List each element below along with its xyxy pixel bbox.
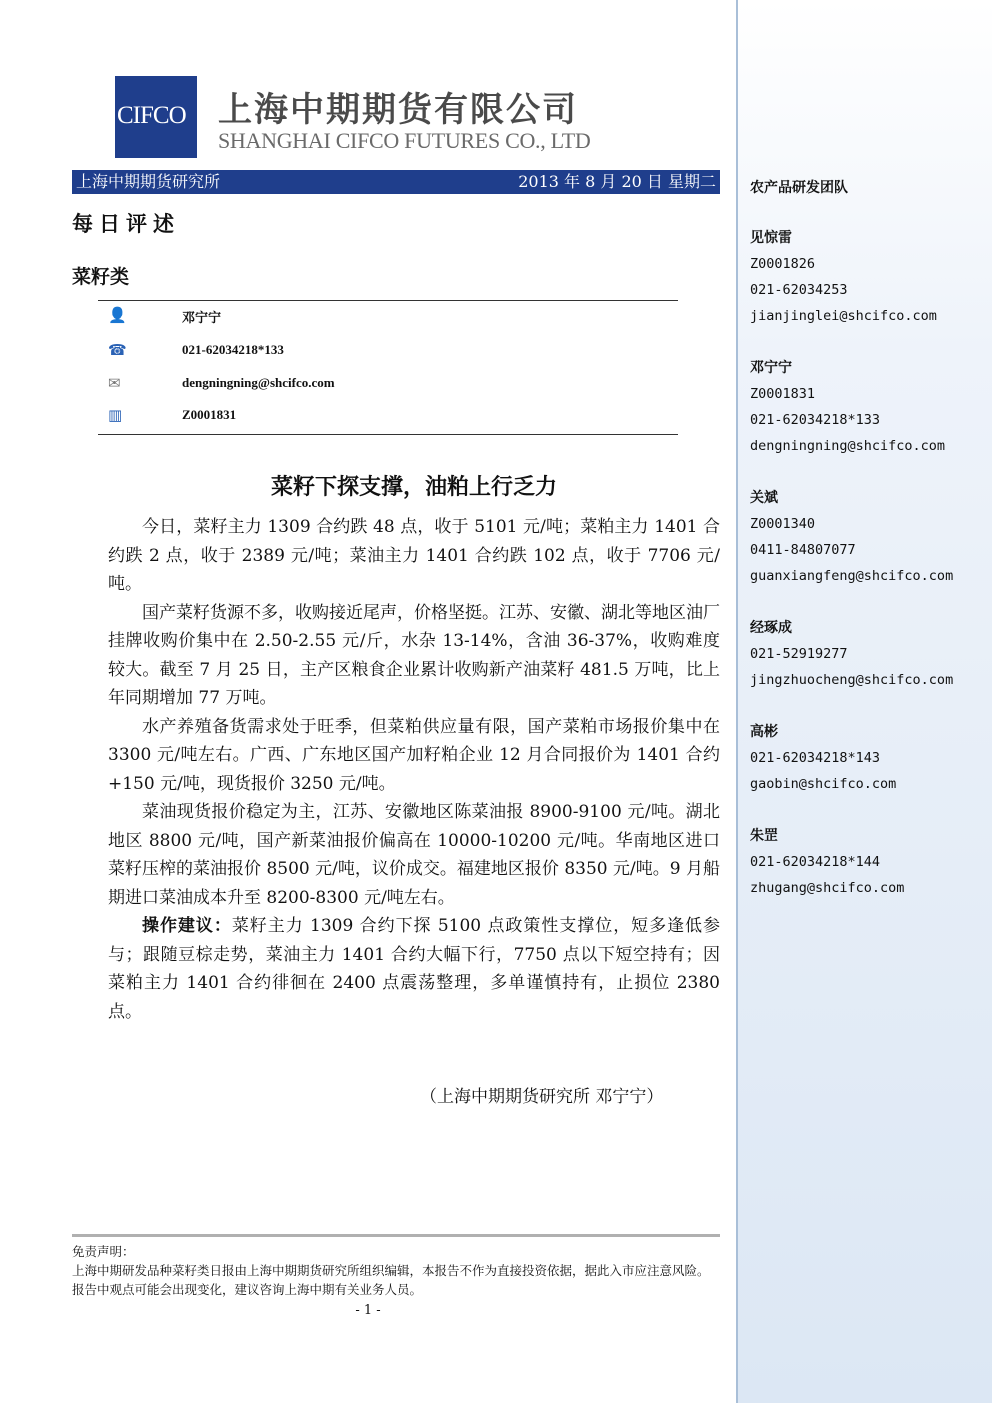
advice-label: 操作建议： bbox=[142, 916, 232, 936]
contact-license: Z0001826 bbox=[750, 256, 816, 272]
logo-mark-text: CIFCO bbox=[117, 102, 186, 129]
contact-card bbox=[750, 355, 990, 459]
contact-email[interactable]: guanxiangfeng@shcifco.com bbox=[750, 568, 954, 584]
banner-institute: 上海中期期货研究所 bbox=[76, 172, 221, 191]
contact-license: Z0001340 bbox=[750, 516, 816, 532]
contact-phone: 021-52919277 bbox=[750, 646, 848, 662]
contact-phone: 021-62034218*133 bbox=[750, 412, 881, 428]
contact-email[interactable]: zhugang@shcifco.com bbox=[750, 880, 905, 896]
contact-email[interactable]: jingzhuocheng@shcifco.com bbox=[750, 672, 954, 688]
author-phone-row bbox=[108, 341, 668, 361]
disclaimer bbox=[72, 1242, 720, 1299]
contact-email[interactable]: jianjinglei@shcifco.com bbox=[750, 308, 937, 324]
chart-icon: ▥ bbox=[108, 406, 123, 424]
contact-name: 朱罡 bbox=[750, 828, 778, 844]
advice-text: 菜籽主力 1309 合约下探 5100 点政策性支撑位，短多逢低参与；跟随豆棕走势，菜油主力 1401 合约大幅下行，7750 点以下短空持有；因菜粕主力 1401 合约徘徊在 2400 点震荡整理，多单谨慎持有，止损位 2380 点。 bbox=[108, 916, 720, 1022]
company-name-cn: 上海中期期货有限公司 bbox=[218, 90, 578, 130]
contact-name: 关斌 bbox=[750, 490, 778, 506]
contact-name: 高彬 bbox=[750, 724, 778, 740]
article-paragraph-advice bbox=[108, 912, 720, 1026]
contact-email[interactable]: dengningning@shcifco.com bbox=[750, 438, 946, 454]
contact-phone: 021-62034253 bbox=[750, 282, 848, 298]
mail-icon: ✉ bbox=[108, 374, 121, 392]
author-name: 邓宁宁 bbox=[182, 310, 222, 325]
contact-card bbox=[750, 719, 990, 797]
author-phone: 021-62034218*133 bbox=[182, 342, 284, 357]
article-paragraph: 今日，菜籽主力 1309 合约跌 48 点，收于 5101 元/吨；菜粕主力 1401 合约跌 2 点，收于 2389 元/吨；菜油主力 1401 合约跌 102 点，收于 7706 元/吨。 bbox=[108, 517, 720, 594]
company-logo-mark bbox=[115, 76, 197, 158]
team-sidebar bbox=[736, 0, 992, 1403]
contact-card bbox=[750, 485, 990, 589]
article-paragraph: 水产养殖备货需求处于旺季，但菜粕供应量有限，国产菜粕市场报价集中在 3300 元/吨左右。广西、广东地区国产加籽粕企业 12 月合同报价为 1401 合约+150 元/吨，现货报价 3250 元/吨。 bbox=[108, 716, 720, 794]
contact-license: Z0001831 bbox=[750, 386, 816, 402]
contact-name: 邓宁宁 bbox=[750, 360, 792, 376]
author-info-box bbox=[98, 300, 678, 435]
author-license-row bbox=[108, 406, 668, 426]
disclaimer-text: 上海中期研发品种菜籽类日报由上海中期期货研究所组织编辑，本报告不作为直接投资依据，据此入市应注意风险。报告中观点可能会出现变化，建议咨询上海中期有关业务人员。 bbox=[72, 1263, 710, 1297]
article-body bbox=[108, 513, 720, 1026]
footer-divider bbox=[72, 1234, 720, 1237]
contact-card bbox=[750, 225, 990, 329]
article-paragraph: 国产菜籽货源不多，收购接近尾声，价格坚挺。江苏、安徽、湖北等地区油厂挂牌收购价集中在 2.50-2.55 元/斤，水杂 13-14%，含油 36-37%，收购难度较大。截至 7 月 25 日，主产区粮食企业累计收购新产油菜籽 481.5 万吨，比上年同期增加 77 万吨。 bbox=[108, 602, 720, 708]
article-paragraph: 菜油现货报价稳定为主，江苏、安徽地区陈菜油报 8900-9100 元/吨。湖北地区 8800 元/吨，国产新菜油报价偏高在 10000-10200 元/吨。华南地区进口菜籽压榨的菜油报价 8500 元/吨，议价成交。福建地区报价 8350 元/吨。9 月船期进口菜油成本升至 8200-8300 元/吨左右。 bbox=[108, 802, 720, 908]
author-email[interactable]: dengningning@shcifco.com bbox=[182, 375, 335, 390]
contact-email[interactable]: gaobin@shcifco.com bbox=[750, 776, 897, 792]
person-icon: 👤 bbox=[108, 306, 127, 324]
contact-phone: 0411-84807077 bbox=[750, 542, 856, 558]
contact-card bbox=[750, 823, 990, 901]
article-title: 菜籽下探支撑，油粕上行乏力 bbox=[270, 474, 557, 500]
contact-phone: 021-62034218*143 bbox=[750, 750, 881, 766]
page-number: - 1 - bbox=[355, 1303, 381, 1318]
company-name-en: SHANGHAI CIFCO FUTURES CO., LTD bbox=[218, 128, 591, 153]
phone-icon: ☎ bbox=[108, 341, 127, 359]
banner-date: 2013 年 8 月 20 日 星期二 bbox=[518, 172, 716, 191]
contact-name: 见惊雷 bbox=[750, 230, 792, 246]
disclaimer-label: 免责声明： bbox=[72, 1244, 135, 1259]
author-email-row bbox=[108, 374, 668, 394]
author-name-row bbox=[108, 306, 668, 326]
author-license: Z0001831 bbox=[182, 407, 237, 422]
section-title: 每日评述 bbox=[72, 211, 180, 236]
team-title: 农产品研发团队 bbox=[750, 180, 848, 196]
contact-phone: 021-62034218*144 bbox=[750, 854, 881, 870]
contact-name: 经琢成 bbox=[750, 620, 792, 636]
article-signature: （上海中期期货研究所 邓宁宁） bbox=[420, 1087, 664, 1107]
contact-card bbox=[750, 615, 990, 693]
header-banner bbox=[72, 170, 720, 194]
category-title: 菜籽类 bbox=[72, 266, 130, 288]
